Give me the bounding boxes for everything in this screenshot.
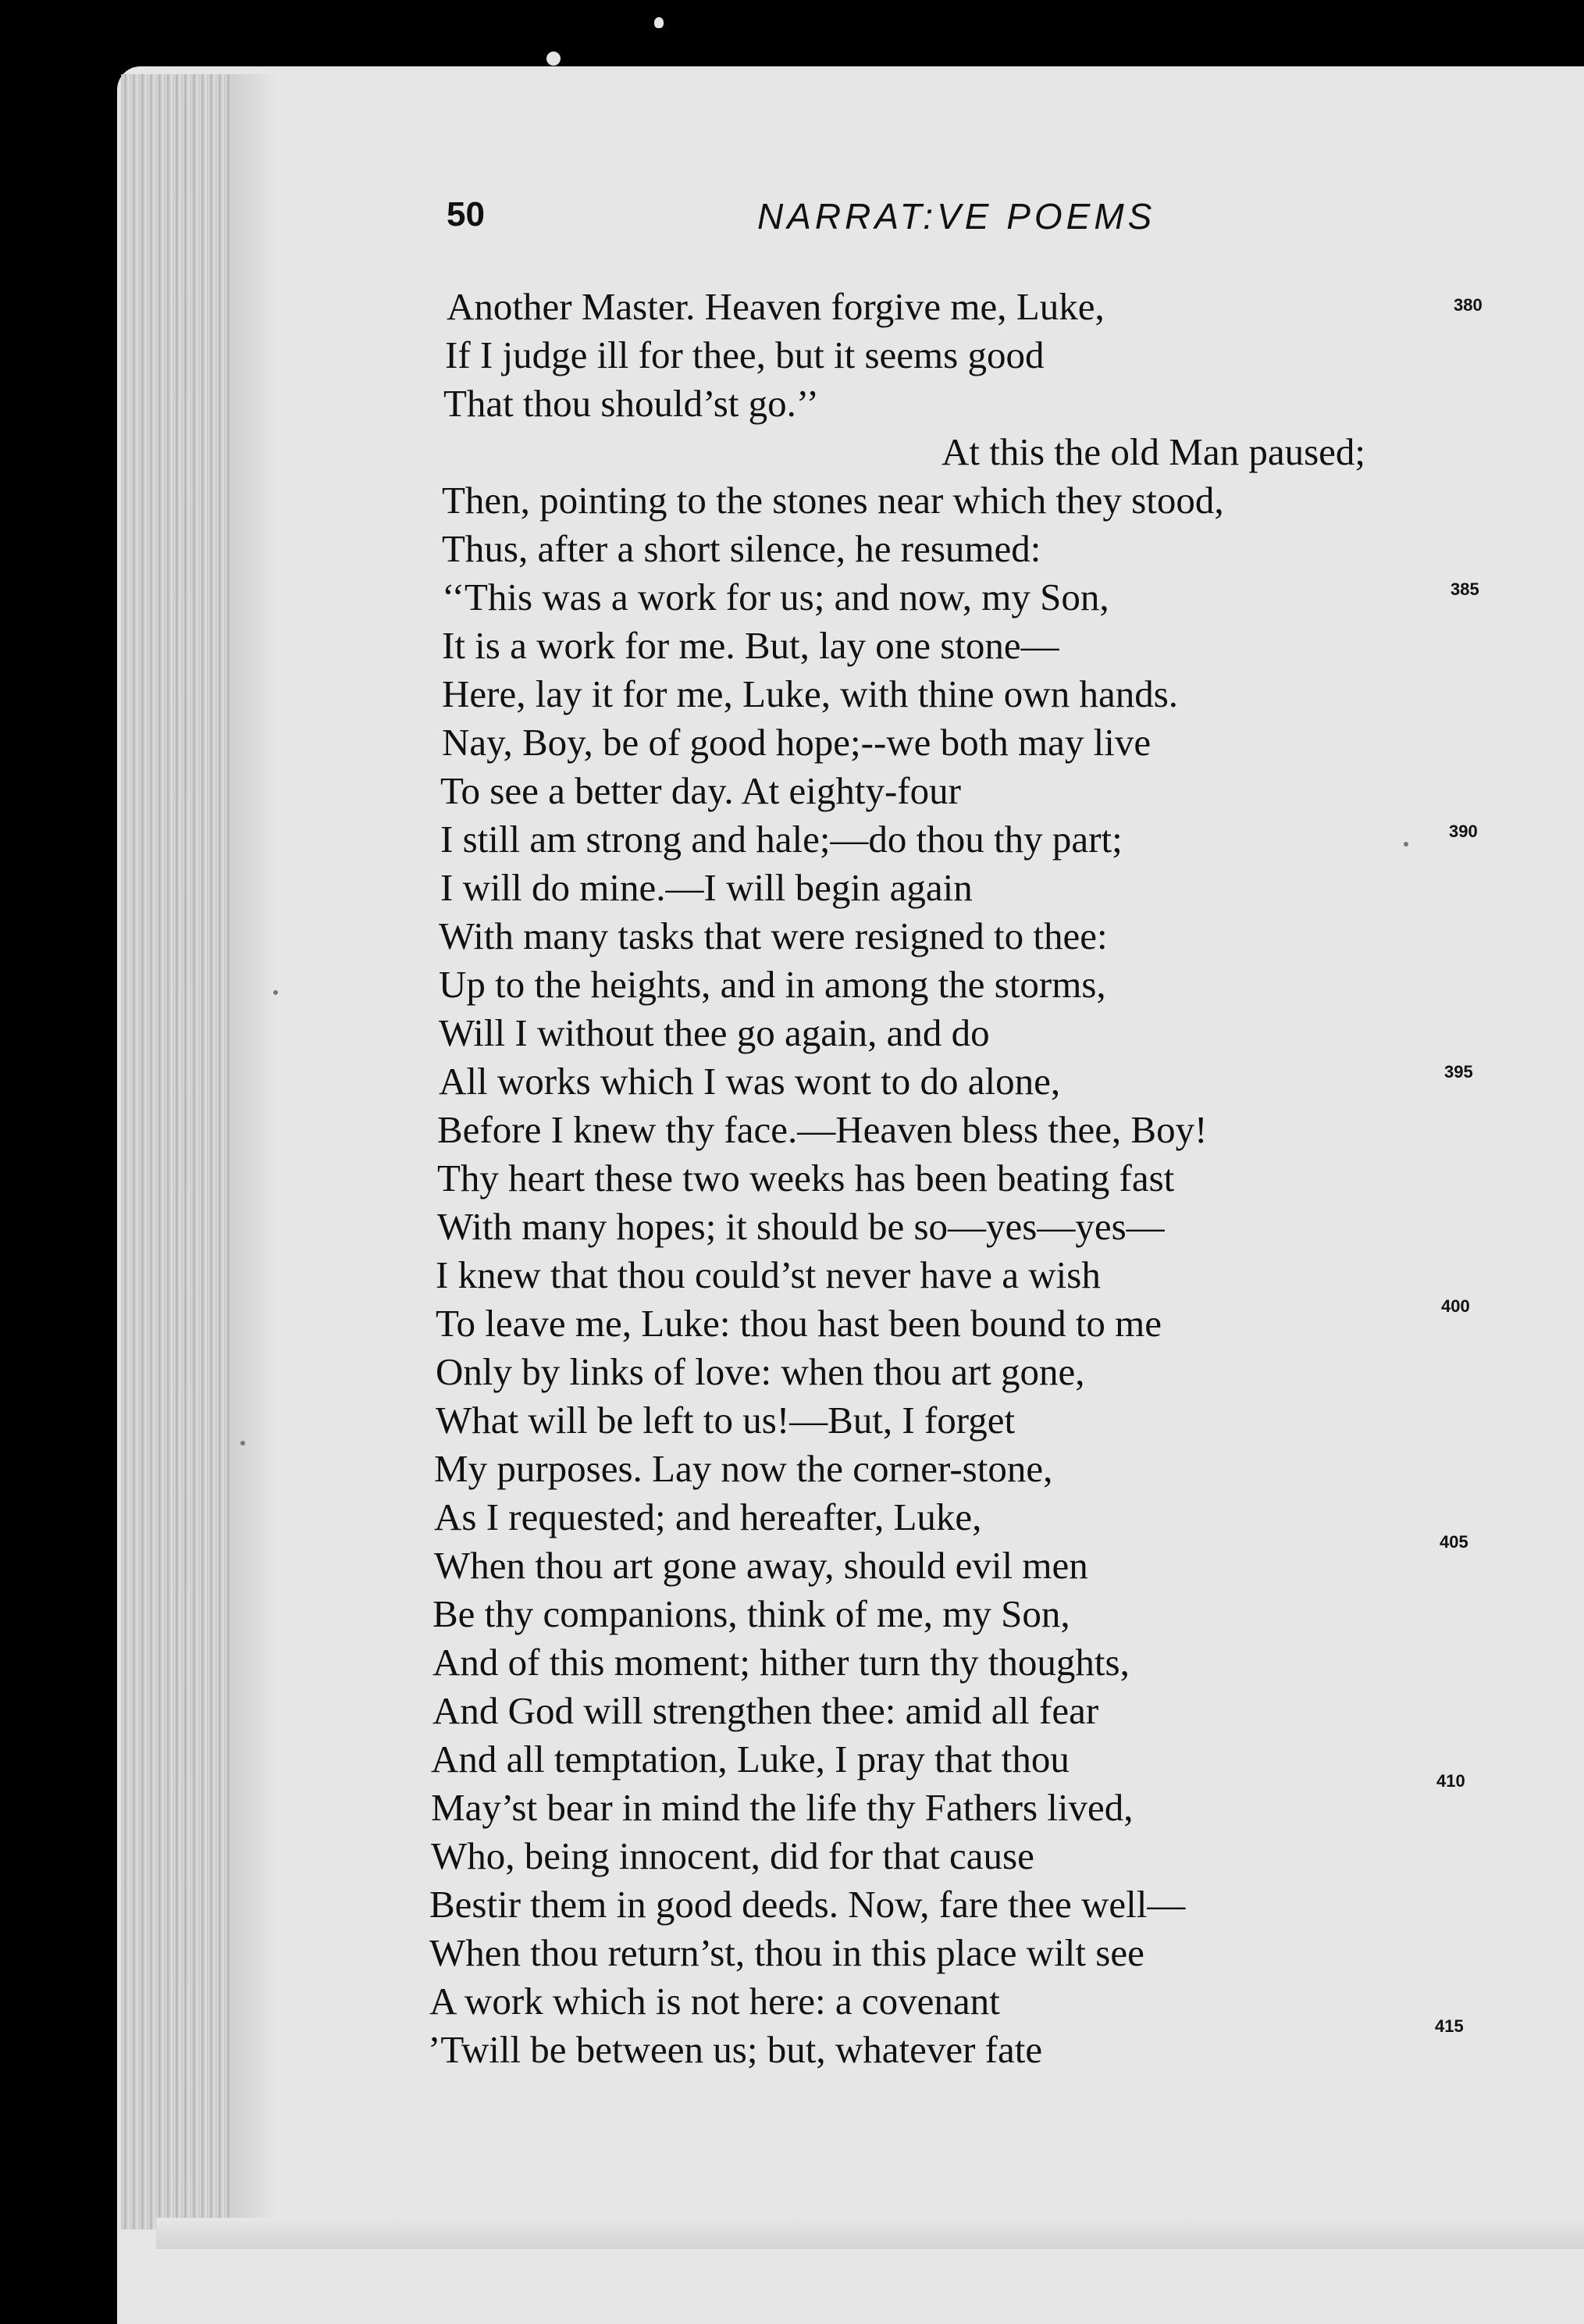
poem-line: To leave me, Luke: thou hast been bound to me xyxy=(436,1302,1162,1345)
poem-line: I still am strong and hale;—do thou thy part; xyxy=(440,818,1123,861)
line-number: 410 xyxy=(1436,1771,1465,1791)
poem-line: Thy heart these two weeks has been beating fast xyxy=(437,1157,1175,1199)
line-number: 395 xyxy=(1444,1062,1473,1082)
poem-line: A work which is not here: a covenant xyxy=(429,1980,1000,2023)
poem-line: And of this moment; hither turn thy thoughts, xyxy=(432,1641,1130,1684)
page-number: 50 xyxy=(447,195,485,233)
poem-line: With many tasks that were resigned to thee: xyxy=(439,914,1108,957)
poem-line: When thou art gone away, should evil men xyxy=(434,1544,1088,1587)
line-number: 380 xyxy=(1454,295,1483,315)
poem-line: To see a better day. At eighty-four xyxy=(440,769,961,812)
poem-line: Only by links of love: when thou art gone, xyxy=(436,1350,1085,1393)
poem-line: Bestir them in good deeds. Now, fare thee well— xyxy=(429,1883,1186,1926)
poem-line: As I requested; and hereafter, Luke, xyxy=(434,1495,982,1538)
scan-speck xyxy=(273,990,278,995)
poem-line: What will be left to us!—But, I forget xyxy=(436,1399,1016,1442)
poem-line: Who, being innocent, did for that cause xyxy=(431,1834,1034,1877)
poem-line: ’Twill be between us; but, whatever fate xyxy=(428,2028,1043,2071)
poem-line: Will I without thee go again, and do xyxy=(439,1011,990,1054)
running-head: NARRAT:VE POEMS xyxy=(757,196,1156,237)
poem-line: I knew that thou could’st never have a wish xyxy=(436,1253,1101,1296)
poem-line: That thou should’st go.’’ xyxy=(443,382,819,425)
poem-line: And God will strengthen thee: amid all fear xyxy=(432,1689,1099,1732)
line-number: 400 xyxy=(1441,1296,1470,1316)
poem-line: If I judge ill for thee, but it seems good xyxy=(445,333,1045,376)
poem-line: ‘‘This was a work for us; and now, my Son, xyxy=(442,576,1109,618)
poem-line: Before I knew thy face.—Heaven bless thee, Boy! xyxy=(437,1108,1208,1151)
poem-line: Up to the heights, and in among the storms, xyxy=(439,963,1106,1006)
poem-line: Here, lay it for me, Luke, with thine own hands. xyxy=(442,672,1179,715)
poem-line: And all temptation, Luke, I pray that thou xyxy=(431,1738,1070,1780)
poem-line: Thus, after a short silence, he resumed: xyxy=(442,527,1041,570)
poem-line: With many hopes; it should be so—yes—yes— xyxy=(437,1205,1165,1248)
poem-line: Be thy companions, think of me, my Son, xyxy=(432,1592,1070,1635)
line-number: 405 xyxy=(1440,1532,1468,1552)
scan-speck xyxy=(240,1441,245,1445)
poem-line: It is a work for me. But, lay one stone— xyxy=(442,624,1059,667)
poem-line: May’st bear in mind the life thy Fathers lived, xyxy=(431,1786,1134,1829)
poem-line: Nay, Boy, be of good hope;--we both may live xyxy=(442,721,1152,764)
line-number: 385 xyxy=(1451,579,1479,599)
scan-speck xyxy=(1404,842,1408,847)
poem-line: At this the old Man paused; xyxy=(942,430,1366,473)
poem-line: All works which I was wont to do alone, xyxy=(439,1060,1061,1103)
poem-line: My purposes. Lay now the corner-stone, xyxy=(434,1447,1053,1490)
poem-line: Another Master. Heaven forgive me, Luke, xyxy=(447,285,1105,328)
line-number: 415 xyxy=(1435,2016,1464,2036)
poem-line: I will do mine.—I will begin again xyxy=(440,866,973,909)
poem-line: When thou return’st, thou in this place wilt see xyxy=(429,1931,1144,1974)
poem-line: Then, pointing to the stones near which they stood, xyxy=(442,479,1224,522)
line-number: 390 xyxy=(1449,822,1478,841)
